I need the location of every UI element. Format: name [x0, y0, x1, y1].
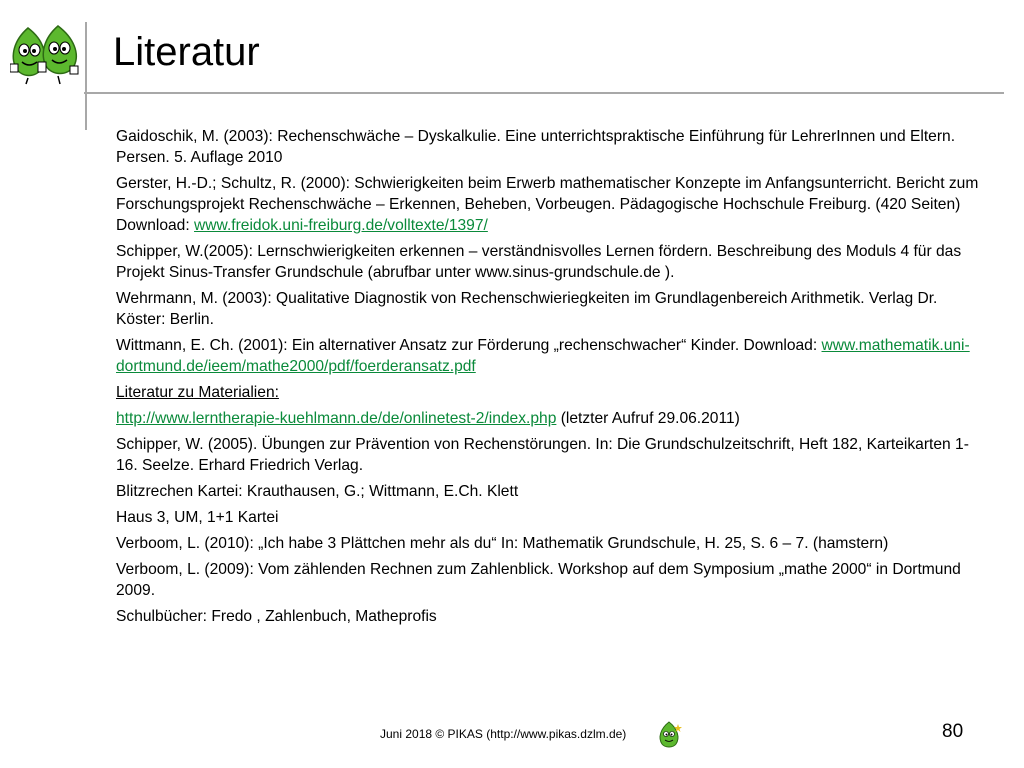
literature-entry: Wittmann, E. Ch. (2001): Ein alternativer Ansatz zur Förderung „rechenschwacher“ Kinder. Download: www.mathematik.uni-dortmund.de/ieem/mathe2000/pdf/foerderansatz.pdf [116, 337, 970, 375]
page-number: 80 [942, 721, 964, 742]
literature-entry: Gaidoschik, M. (2003): Rechenschwäche – Dyskalkulie. Eine unterrichtspraktische Einführung für LehrerInnen und Eltern. Persen. 5. Auflage 2010 [116, 128, 956, 166]
lerntherapie-link[interactable]: http://www.lerntherapie-kuehlmann.de/de/onlinetest-2/index.php [116, 410, 557, 427]
literature-entry: Schulbücher: Fredo , Zahlenbuch, Matheprofis [116, 608, 437, 625]
literature-entry: Schipper, W.(2005): Lernschwierigkeiten erkennen – verständnisvolles Lernen fördern. Beschreibung des Moduls 4 für das Projekt Sinus-Transfer Grundschule (abrufbar unter www.sinus-grundschule.de ). [116, 243, 962, 281]
literature-entry: Blitzrechen Kartei: Krauthausen, G.; Wittmann, E.Ch. Klett [116, 483, 519, 500]
freidok-link[interactable]: www.freidok.uni-freiburg.de/volltexte/1397/ [194, 217, 488, 234]
literature-list [116, 126, 986, 632]
vertical-rule [85, 22, 87, 130]
pikas-mascot-icon [655, 720, 685, 750]
pikas-logo-icon [10, 22, 82, 86]
literature-entry: Gerster, H.-D.; Schultz, R. (2000): Schwierigkeiten beim Erwerb mathematischer Konzepte im Anfangsunterricht. Bericht zum Forschungsprojekt Rechenschwäche – Erkennen, Beheben, Vorbeugen. Pädagogische Hochschule Freiburg. (420 Seiten) Download: www.freidok.uni-freiburg.de/volltexte/1397/ [116, 175, 979, 234]
literature-entry: Verboom, L. (2009): Vom zählenden Rechnen zum Zahlenblick. Workshop auf dem Symposium „mathe 2000“ in Dortmund 2009. [116, 561, 961, 599]
literature-entry: Verboom, L. (2010): „Ich habe 3 Plättchen mehr als du“ In: Mathematik Grundschule, H. 25, S. 6 – 7. (hamstern) [116, 535, 889, 552]
footer-text: Juni 2018 © PIKAS (http://www.pikas.dzlm.de) [380, 727, 627, 741]
literature-entry: Schipper, W. (2005). Übungen zur Prävention von Rechenstörungen. In: Die Grundschulzeitschrift, Heft 182, Karteikarten 1-16. Seelze. Erhard Friedrich Verlag. [116, 436, 969, 474]
horizontal-rule [84, 92, 1004, 94]
mathematik-dortmund-link[interactable]: www.mathematik.uni-dortmund.de/ieem/mathe2000/pdf/foerderansatz.pdf [116, 337, 970, 375]
literature-entry: Haus 3, UM, 1+1 Kartei [116, 509, 279, 526]
materials-heading: Literatur zu Materialien: [116, 384, 279, 401]
literature-entry: Wehrmann, M. (2003): Qualitative Diagnostik von Rechenschwieriegkeiten im Grundlagenbereich Arithmetik. Verlag Dr. Köster: Berlin. [116, 290, 938, 328]
literature-entry: http://www.lerntherapie-kuehlmann.de/de/onlinetest-2/index.php (letzter Aufruf 29.06.2011) [116, 410, 740, 427]
slide-title: Literatur [113, 30, 260, 74]
